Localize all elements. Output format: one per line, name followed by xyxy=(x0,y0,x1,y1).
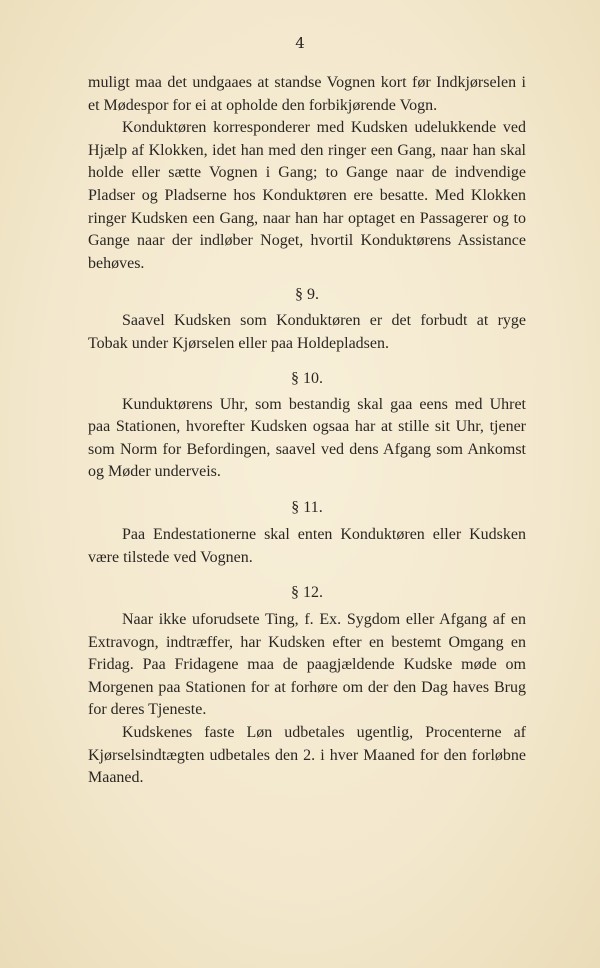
page-body xyxy=(88,72,526,790)
section-12-wages-text: Kudskenes faste Løn udbetales ugentlig, Procenterne af Kjørselsindtægten udbetales den 2. i hver Maaned for den forløbne Maaned. xyxy=(88,724,526,787)
section-11-heading: § 11. xyxy=(291,498,323,516)
section-12-heading: § 12. xyxy=(291,584,323,602)
section-10-text: Kunduktørens Uhr, som bestandig skal gaa eens med Uhret paa Stationen, hvorefter Kudsken ogsaa har at stille sit Uhr, tjener som Norm for Befordingen, saavel ved dens Afgang som Ankomst og Møder underveis. xyxy=(88,395,526,481)
paragraph-conductor-communication: Konduktøren korresponderer med Kudsken udelukkende ved Hjælp af Klokken, idet han med den ringer een Gang, naar han skal holde eller sætte Vognen i Gang; to Gange naar de indvendige Pladser og Pladserne hos Konduktøren ere besatte. Med Klokken ringer Kudsken een Gang, naar han har optaget en Passagerer og to Gange naar der indløber Noget, hvortil Konduktørens Assistance behøves. xyxy=(88,119,526,272)
page-number: 4 xyxy=(295,34,305,52)
section-9-text: Saavel Kudsken som Konduktøren er det forbudt at ryge Tobak under Kjørselen eller paa Holdepladsen. xyxy=(88,312,526,352)
section-12-text: Naar ikke uforudsete Ting, f. Ex. Sygdom eller Afgang af en Extravogn, indtræffer, har Kudsken efter en bestemt Omgang en Fridag. Paa Fridagene maa de paagjældende Kudske møde om Morgenen paa Stationen for at forhøre om der den Dag haves Brug for deres Tjeneste. xyxy=(88,611,526,719)
section-10-heading: § 10. xyxy=(291,369,323,387)
paragraph-continuation: muligt maa det undgaaes at standse Vognen kort før Indkjørselen i et Mødespor for ei at opholde den forbikjørende Vogn. xyxy=(88,74,526,114)
section-9-heading: § 9. xyxy=(295,286,319,304)
section-11-text: Paa Endestationerne skal enten Konduktøren eller Kudsken være tilstede ved Vognen. xyxy=(88,525,526,566)
